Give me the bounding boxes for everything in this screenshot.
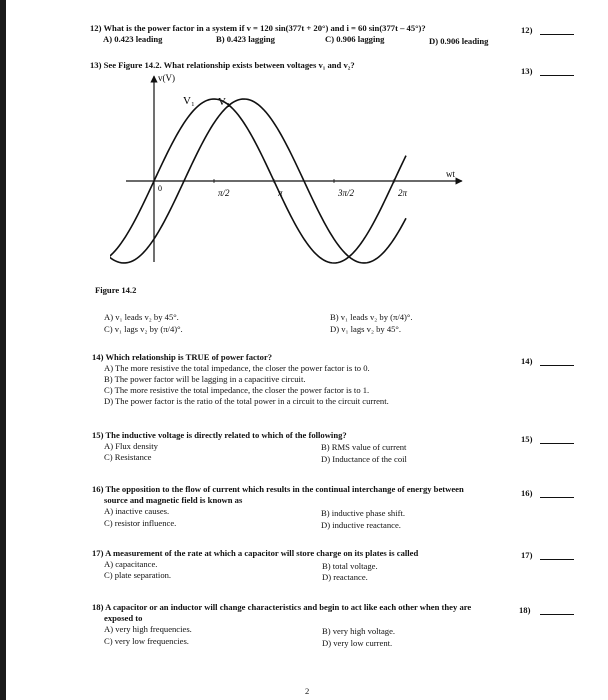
scan-edge xyxy=(0,0,6,700)
q16-option-b: B) inductive phase shift. xyxy=(321,508,406,518)
q14-answer-number: 14) xyxy=(521,356,533,366)
q13-option-a: A) v₁ leads v₂ by 45°. xyxy=(104,312,179,322)
tick-label-2pi: 2π xyxy=(398,188,408,198)
q17-stem: 17) A measurement of the rate at which a capacitor will store charge on its plates is called xyxy=(92,548,419,558)
q14-option-b: B) The power factor will be lagging in a capacitive circuit. xyxy=(104,374,306,384)
q14-option-d: D) The power factor is the ratio of the total power in a circuit to the circuit current. xyxy=(104,396,389,406)
q18-option-d: D) very low current. xyxy=(322,638,393,648)
q14-option-a: A) The more resistive the total impedance, the closer the power factor is to 0. xyxy=(104,363,370,373)
q17-answer-blank[interactable] xyxy=(540,559,574,560)
q18-stem-line1: 18) A capacitor or an inductor will change characteristics and begin to act like each other when they are xyxy=(92,602,472,612)
q16-stem-line2: source and magnetic field is known as xyxy=(104,495,243,505)
tick-label-pi: π xyxy=(278,188,283,198)
q13-answer-number: 13) xyxy=(521,66,533,76)
q15-answer-blank[interactable] xyxy=(540,443,574,444)
q17-option-a: A) capacitance. xyxy=(104,559,158,569)
q16-answer-number: 16) xyxy=(521,488,533,498)
x-tick-labels xyxy=(158,179,408,198)
q16-answer-blank[interactable] xyxy=(540,497,574,498)
q13-stem: 13) See Figure 14.2. What relationship exists between voltages v₁ and v₂? xyxy=(90,60,355,70)
q18-answer-number: 18) xyxy=(519,605,531,615)
q18-option-a: A) very high frequencies. xyxy=(104,624,192,634)
q13-option-c: C) v₁ lags v₂ by (π/4)°. xyxy=(104,324,183,334)
q17-option-d: D) reactance. xyxy=(322,572,368,582)
q14-stem: 14) Which relationship is TRUE of power factor? xyxy=(92,352,273,362)
figure-14-2 xyxy=(110,70,470,270)
q12-option-d: D) 0.906 leading xyxy=(429,36,489,46)
q16-stem-line1: 16) The opposition to the flow of current which results in the continual interchange of energy between xyxy=(92,484,464,494)
x-axis-label: wt xyxy=(446,169,455,179)
page-number: 2 xyxy=(305,686,310,696)
q12-option-a: A) 0.423 leading xyxy=(103,34,163,44)
q14-answer-blank[interactable] xyxy=(540,365,574,366)
tick-label-0: 0 xyxy=(158,184,162,193)
tick-label-pi-over-2: π/2 xyxy=(218,188,230,198)
tick-label-3pi-over-2: 3π/2 xyxy=(338,188,355,198)
q12-option-c: C) 0.906 lagging xyxy=(325,34,385,44)
q15-option-d: D) Inductance of the coil xyxy=(321,454,407,464)
q16-option-c: C) resistor influence. xyxy=(104,518,177,528)
q15-option-b: B) RMS value of current xyxy=(321,442,407,452)
q13-option-b: B) v₁ leads v₂ by (π/4)°. xyxy=(330,312,413,322)
q16-option-a: A) inactive causes. xyxy=(104,506,170,516)
curve-label-v1: V₁ xyxy=(183,95,195,107)
q15-stem: 15) The inductive voltage is directly related to which of the following? xyxy=(92,430,347,440)
q12-option-b: B) 0.423 lagging xyxy=(216,34,275,44)
figure-caption: Figure 14.2 xyxy=(95,285,137,295)
q12-answer-blank[interactable] xyxy=(540,34,574,35)
q17-option-c: C) plate separation. xyxy=(104,570,172,580)
q14-option-c: C) The more resistive the total impedance, the closer the power factor is to 1. xyxy=(104,385,370,395)
q18-option-c: C) very low frequencies. xyxy=(104,636,189,646)
q17-answer-number: 17) xyxy=(521,550,533,560)
q18-option-b: B) very high voltage. xyxy=(322,626,396,636)
q18-stem-line2: exposed to xyxy=(104,613,143,623)
curve-label-v2: V₂ xyxy=(218,96,230,108)
q17-option-b: B) total voltage. xyxy=(322,561,378,571)
q13-answer-blank[interactable] xyxy=(540,75,574,76)
q15-answer-number: 15) xyxy=(521,434,533,444)
q15-option-a: A) Flux density xyxy=(104,441,158,451)
q15-option-c: C) Resistance xyxy=(104,452,152,462)
q12-answer-number: 12) xyxy=(521,25,533,35)
y-axis-label: v(V) xyxy=(158,73,175,83)
q13-option-d: D) v₁ lags v₂ by 45°. xyxy=(330,324,402,334)
q16-option-d: D) inductive reactance. xyxy=(321,520,401,530)
q18-answer-blank[interactable] xyxy=(540,614,574,615)
q12-stem: 12) What is the power factor in a system if v = 120 sin(377t + 20°) and i = 60 sin(377t – 45°)? xyxy=(90,23,426,33)
